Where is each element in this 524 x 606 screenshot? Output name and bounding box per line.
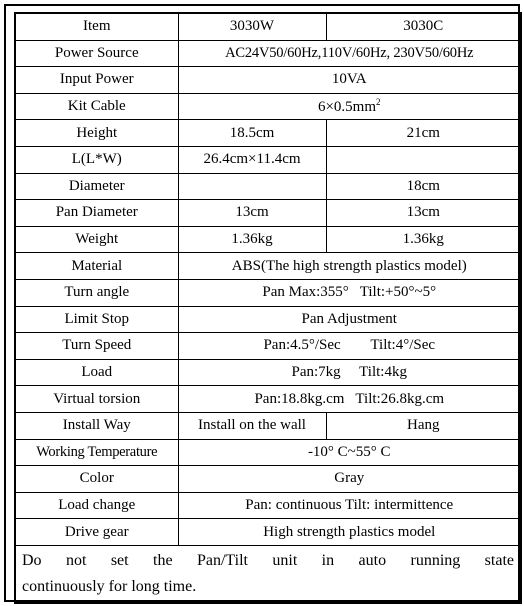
row-label: Turn Speed	[15, 333, 178, 360]
lw-3030c	[326, 146, 521, 173]
kit-cable-value: 6×0.5mm	[317, 99, 377, 116]
table-row	[15, 13, 521, 40]
row-label: Color	[15, 466, 178, 493]
usage-note-line-2: continuously for long time.	[22, 577, 197, 595]
color-value: Gray	[178, 466, 521, 493]
install-way-3030w: Install on the wall	[178, 412, 326, 439]
usage-note	[15, 545, 521, 603]
pan-diameter-3030c: 13cm	[326, 200, 521, 227]
kit-cable-cell	[178, 93, 521, 120]
row-label: Working Temperature	[15, 439, 178, 466]
row-label: Height	[15, 120, 178, 147]
table-row	[15, 306, 521, 333]
row-label: Weight	[15, 226, 178, 253]
usage-note-line-1: Do not set the Pan/Tilt unit in auto running state	[22, 551, 514, 569]
table-row	[15, 439, 521, 466]
table-row	[15, 519, 521, 546]
spec-table	[14, 12, 522, 604]
table-row	[15, 226, 521, 253]
row-label: Input Power	[15, 67, 178, 94]
weight-3030c: 1.36kg	[326, 226, 521, 253]
load-change-value: Pan: continuous Tilt: intermittence	[178, 492, 521, 519]
pan-diameter-3030w: 13cm	[178, 200, 326, 227]
drive-gear-value: High strength plastics model	[178, 519, 521, 546]
working-temperature-value: -10° C~55° C	[178, 439, 521, 466]
table-row	[15, 253, 521, 280]
diameter-3030c: 18cm	[326, 173, 521, 200]
install-way-3030c: Hang	[326, 412, 521, 439]
load-value: Pan:7kg Tilt:4kg	[178, 359, 521, 386]
virtual-torsion-value: Pan:18.8kg.cm Tilt:26.8kg.cm	[178, 386, 521, 413]
table-row	[15, 466, 521, 493]
table-row	[15, 173, 521, 200]
table-row	[15, 359, 521, 386]
table-row	[15, 120, 521, 147]
limit-stop-value: Pan Adjustment	[178, 306, 521, 333]
table-row	[15, 200, 521, 227]
diameter-3030w	[178, 173, 326, 200]
turn-angle-value: Pan Max:355° Tilt:+50°~5°	[178, 279, 521, 306]
table-row	[15, 146, 521, 173]
row-label: Drive gear	[15, 519, 178, 546]
table-row	[15, 93, 521, 120]
row-label: Install Way	[15, 412, 178, 439]
row-label: Kit Cable	[15, 93, 178, 120]
spec-sheet	[4, 4, 520, 602]
power-source-value: AC24V50/60Hz,110V/60Hz, 230V50/60Hz	[178, 40, 521, 67]
row-label: Power Source	[15, 40, 178, 67]
header-model-3030w: 3030W	[178, 13, 326, 40]
height-3030w: 18.5cm	[178, 120, 326, 147]
header-model-3030c: 3030C	[326, 13, 521, 40]
turn-speed-value: Pan:4.5°/Sec Tilt:4°/Sec	[178, 333, 521, 360]
table-row	[15, 492, 521, 519]
row-label: Load	[15, 359, 178, 386]
row-label: Material	[15, 253, 178, 280]
row-label: Load change	[15, 492, 178, 519]
row-label: Virtual torsion	[15, 386, 178, 413]
lw-3030w: 26.4cm×11.4cm	[178, 146, 326, 173]
table-row	[15, 545, 521, 603]
kit-cable-superscript: 2	[376, 97, 381, 108]
height-3030c: 21cm	[326, 120, 521, 147]
row-label: L(L*W)	[15, 146, 178, 173]
row-label: Limit Stop	[15, 306, 178, 333]
table-row	[15, 333, 521, 360]
row-label: Pan Diameter	[15, 200, 178, 227]
table-row	[15, 386, 521, 413]
table-row	[15, 67, 521, 94]
row-label: Turn angle	[15, 279, 178, 306]
table-row	[15, 279, 521, 306]
table-row	[15, 40, 521, 67]
table-row	[15, 412, 521, 439]
row-label: Diameter	[15, 173, 178, 200]
input-power-value: 10VA	[178, 67, 521, 94]
header-item-label: Item	[15, 13, 178, 40]
weight-3030w: 1.36kg	[178, 226, 326, 253]
material-value: ABS(The high strength plastics model)	[178, 253, 521, 280]
